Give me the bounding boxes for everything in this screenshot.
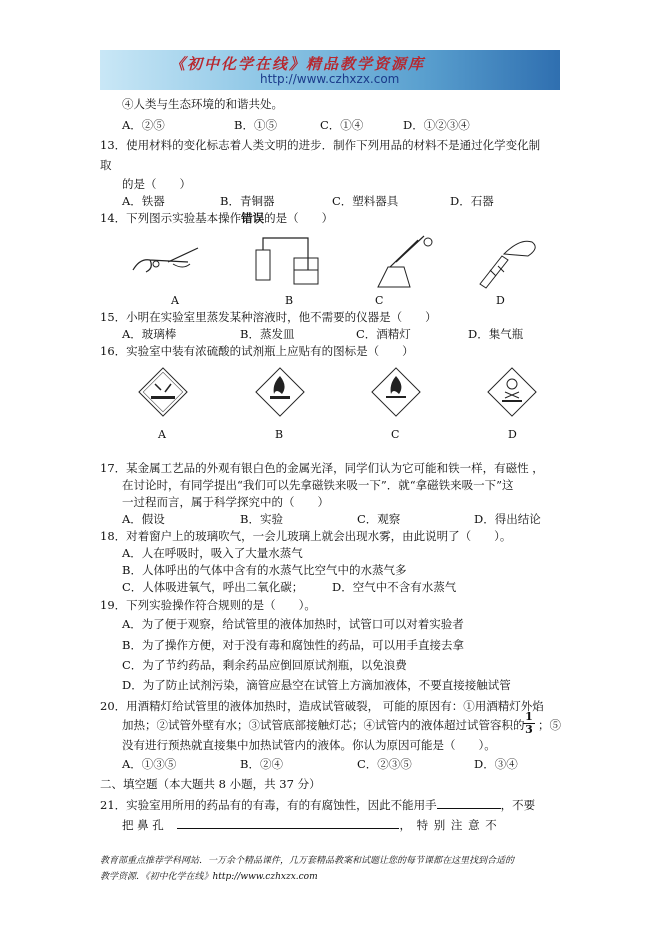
- q20-stem-3: 没有进行预热就直接集中加热试管内的液体。你认为原因可能是（ ）。: [122, 738, 496, 752]
- q20-option-d: D．③④: [474, 757, 518, 771]
- q16-label-d: D: [508, 428, 517, 441]
- q17-stem: 17．某金属工艺品的外观有银白色的金属光泽，同学们认为它可能和铁一样，有磁性 ，: [100, 461, 544, 475]
- q21-blank-2[interactable]: [177, 817, 399, 829]
- q15-option-b: B．蒸发皿: [240, 327, 295, 341]
- q16-fig-d-toxic-icon: [484, 364, 540, 420]
- q14-fig-a: [128, 240, 208, 280]
- q13-option-c: C．塑料器具: [332, 194, 399, 208]
- header-url[interactable]: http://www.czhxzx.com: [260, 72, 400, 86]
- q19-option-d: D．为了防止试剂污染，滴管应悬空在试管上方滴加液体，不要直接接触试管: [122, 678, 511, 692]
- q19-option-b: B．为了操作方便，对于没有毒和腐蚀性的药品，可以用手直接去拿: [122, 638, 464, 652]
- q20-option-c: C．②③⑤: [357, 757, 412, 771]
- q19-option-c: C．为了节约药品，剩余药品应倒回原试剂瓶，以免浪费: [122, 658, 407, 672]
- q14-stem-c: 的是（ ）: [264, 211, 334, 225]
- q16-stem: 16．实验室中装有浓硫酸的试剂瓶上应贴有的图标是（ ）: [100, 344, 414, 358]
- q17-option-c: C．观察: [357, 512, 401, 526]
- q16-fig-a-corrosive-icon: [135, 364, 191, 420]
- q14-label-a: A: [171, 294, 179, 307]
- q17-stem-3: 一过程而言，属于科学探究中的（ ）: [122, 495, 329, 509]
- q20-stem: 20．用酒精灯给试管里的液体加热时，造成试管破裂， 可能的原因有：①用酒精灯外焰: [100, 699, 544, 713]
- q12-option-c: C．①④: [320, 118, 364, 132]
- q14-fig-c: [368, 232, 438, 292]
- q15-option-d: D．集气瓶: [468, 327, 524, 341]
- q14-label-d: D: [496, 294, 505, 307]
- q16-label-a: A: [158, 428, 166, 441]
- q21-blank-1[interactable]: [437, 797, 501, 809]
- q18-option-b: B．人体呼出的气体中含有的水蒸气比空气中的水蒸气多: [122, 563, 407, 577]
- q15-option-c: C．酒精灯: [356, 327, 411, 341]
- footer-line-1: 教育部重点推荐学科网站．一万余个精品课件，几万套精品教案和试题让您的每节课都在这里找到合适的: [100, 856, 515, 866]
- q21-stem-a: 21．实验室用所用的药品有的有毒，有的有腐蚀性，因此不能用手: [100, 798, 437, 812]
- q17-option-b: B．实验: [240, 512, 283, 526]
- q14-stem-emph: 错误: [241, 211, 265, 225]
- q13-stem: 13．使用材料的变化标志着人类文明的进步．制作下列用品的材料不是通过化学变化制: [100, 138, 541, 152]
- q20-stem-2: 加热；②试管外壁有水；③试管底部接触灯芯；④试管内的液体超过试管容积的: [122, 718, 525, 732]
- q21-stem-b: ，不要: [500, 798, 536, 812]
- q16-fig-b-flammable-icon: [252, 364, 308, 420]
- q16-fig-c-flammable-icon: [368, 364, 424, 420]
- q14-stem: [100, 210, 333, 226]
- q20-option-a: A．①③⑤: [122, 757, 177, 771]
- q13-stem-end: 的是（ ）: [122, 177, 191, 191]
- q18-option-c: C．人体吸进氧气，呼出二氧化碳；: [122, 580, 304, 594]
- q20-stem-2-end: ；⑤: [538, 718, 561, 732]
- q12-option-d: D．①②③④: [403, 118, 470, 132]
- header-banner: [100, 50, 560, 90]
- q16-label-b: B: [275, 428, 284, 441]
- q13-option-b: B．青铜器: [220, 194, 275, 208]
- q14-label-c: C: [375, 294, 384, 307]
- q12-option-a: A．②⑤: [122, 118, 165, 132]
- fraction-denominator: 3: [525, 723, 533, 736]
- q15-stem: 15．小明在实验室里蒸发某种溶液时，他不需要的仪器是（ ）: [100, 310, 437, 324]
- q14-stem-a: 14．下列图示实验基本操作: [100, 211, 242, 225]
- fraction-numerator: 1: [525, 710, 533, 723]
- q18-stem: 18．对着窗户上的玻璃吹气，一会儿玻璃上就会出现水雾，由此说明了（ ）。: [100, 529, 512, 543]
- header-title: 《初中化学在线》精品教学资源库: [170, 55, 426, 73]
- q13-stem-cont: 取: [100, 158, 112, 172]
- q17-stem-2: 在讨论时，有同学提出“我们可以先拿磁铁来吸一下”．就“拿磁铁来吸一下”这: [122, 478, 514, 492]
- q16-label-c: C: [391, 428, 400, 441]
- q20-option-b: B．②④: [240, 757, 283, 771]
- q12-option-b: B．①⑤: [234, 118, 277, 132]
- q21-stem: [100, 797, 535, 813]
- q18-option-a: A．人在呼吸时，吸入了大量水蒸气: [122, 546, 303, 560]
- q21-stem-2a: 把 鼻 孔: [122, 818, 164, 832]
- q13-option-a: A．铁器: [122, 194, 165, 208]
- q15-option-a: A．玻璃棒: [122, 327, 177, 341]
- q14-label-b: B: [285, 294, 294, 307]
- footer-line-2: 教学资源．《初中化学在线》http://www.czhxzx.com: [100, 872, 318, 882]
- fraction-one-third: [523, 712, 535, 735]
- q18-option-d: D．空气中不含有水蒸气: [332, 580, 457, 594]
- section-fill-blank-heading: 二、填空题（本大题共 8 小题，共 37 分）: [100, 777, 321, 791]
- q14-fig-b: [248, 230, 328, 288]
- q14-fig-d: [470, 226, 550, 290]
- q17-option-a: A．假设: [122, 512, 165, 526]
- q13-option-d: D．石器: [450, 194, 494, 208]
- q12-item4: ④人类与生态环境的和谐共处。: [122, 97, 283, 111]
- q19-stem: 19．下列实验操作符合规则的是（ ）。: [100, 598, 316, 612]
- q19-option-a: A．为了便于观察，给试管里的液体加热时，试管口可以对着实验者: [122, 617, 464, 631]
- q21-stem-2b: ， 特 别 注 意 不: [399, 818, 498, 832]
- q21-stem-2: [122, 817, 498, 833]
- q17-option-d: D．得出结论: [474, 512, 541, 526]
